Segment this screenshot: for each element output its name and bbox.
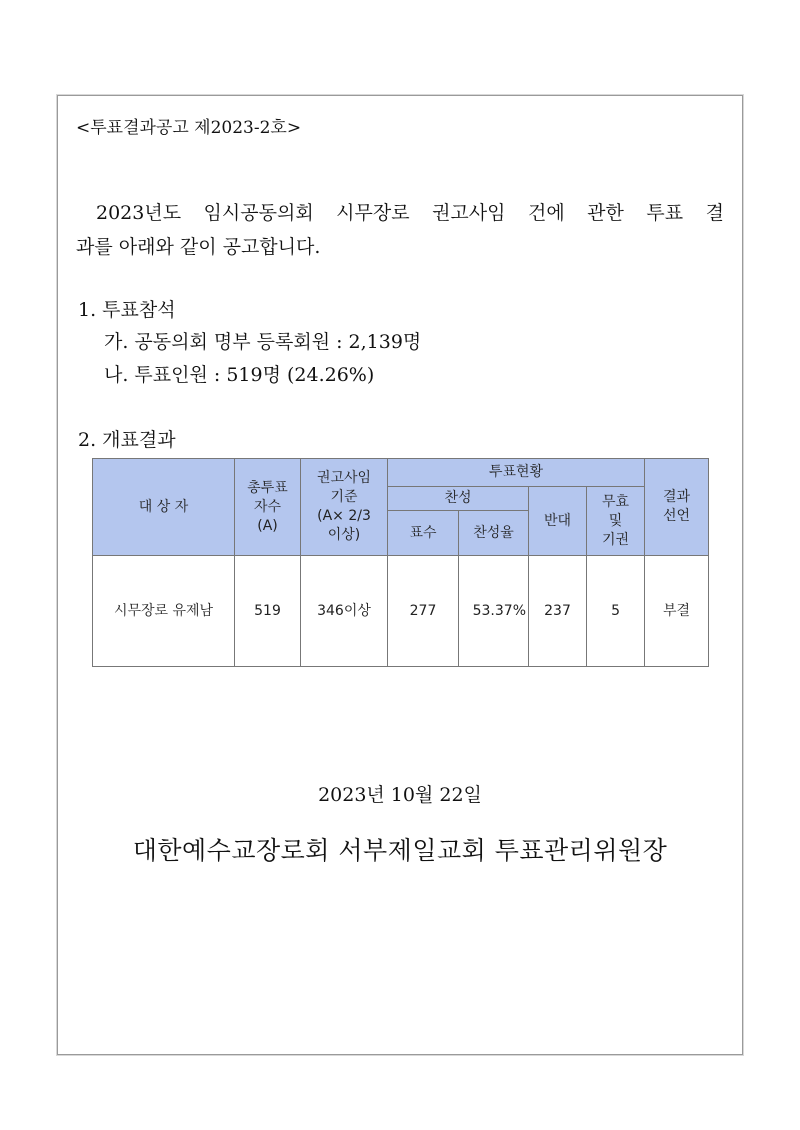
intro-word: 건에 xyxy=(527,202,565,224)
intro-word: 관한 xyxy=(587,202,624,224)
intro-word: 2023년도 xyxy=(96,202,182,224)
table-row xyxy=(93,556,709,667)
header-result: 결과 선언 xyxy=(645,459,709,556)
notice-date: 2023년 10월 22일 xyxy=(318,784,482,806)
intro-paragraph xyxy=(76,196,724,264)
intro-word: 결 xyxy=(705,202,724,224)
intro-word: 권고사임 xyxy=(432,202,506,224)
cell-criteria: 346이상 xyxy=(301,556,388,667)
header-approve-rate: 찬성율 xyxy=(459,511,529,556)
cell-oppose: 237 xyxy=(529,556,587,667)
attendance-registered: 가. 공동의회 명부 등록회원 : 2,139명 xyxy=(104,331,422,353)
header-invalid: 무효 및 기권 xyxy=(587,487,645,556)
intro-word: 임시공동의회 xyxy=(203,202,314,224)
header-criteria: 권고사임 기준 (A× 2/3 이상) xyxy=(301,459,388,556)
header-vote-status: 투표현황 xyxy=(388,459,645,487)
cell-total-voters: 519 xyxy=(235,556,301,667)
signature-line: 대한예수교장로회 서부제일교회 투표관리위원장 xyxy=(132,836,668,865)
section-result-title: 2. 개표결과 xyxy=(78,429,176,451)
cell-invalid: 5 xyxy=(587,556,645,667)
header-votes: 표수 xyxy=(388,511,459,556)
result-table xyxy=(92,458,709,667)
notice-number: <투표결과공고 제2023-2호> xyxy=(76,118,302,138)
intro-word: 투표 xyxy=(646,202,684,224)
cell-result: 부결 xyxy=(645,556,709,667)
header-oppose: 반대 xyxy=(529,487,587,556)
cell-approve-rate: 53.37% xyxy=(459,556,529,667)
section-attendance-title: 1. 투표참석 xyxy=(78,299,176,321)
cell-target: 시무장로 유제남 xyxy=(93,556,235,667)
intro-line-1 xyxy=(76,196,724,230)
cell-votes: 277 xyxy=(388,556,459,667)
attendance-voters: 나. 투표인원 : 519명 (24.26%) xyxy=(104,364,375,386)
header-total-voters: 총투표 자수 (A) xyxy=(235,459,301,556)
header-target: 대 상 자 xyxy=(93,459,235,556)
header-approve: 찬성 xyxy=(388,487,529,511)
intro-word: 시무장로 xyxy=(336,202,410,224)
intro-line-2: 과를 아래와 같이 공고합니다. xyxy=(76,236,321,258)
